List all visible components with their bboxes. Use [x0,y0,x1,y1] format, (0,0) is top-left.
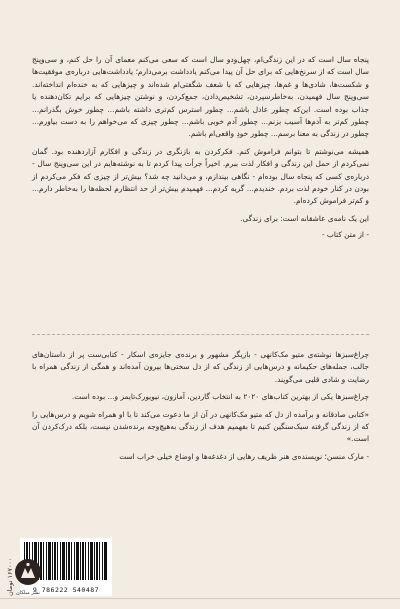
review-quote: «کتابی صادقانه و برآمده از دل که متیو مک‌کانهی در آن از ما دعوت می‌کند تا با او همراه شویم و درس‌هایی را که از زندگی گرفته سبک‌سنگین کنیم تا بفهمیم هدف از زندگی به‌هیچ‌وجه برنده‌شدن نیست، بلکه درک‌کردن آن است.» [32,409,369,444]
publisher-logo [12,556,44,596]
publisher-name: نشر میلکان [16,590,40,596]
price-label: ۱۶۷۰۰۰ تومان [6,557,14,597]
section-divider [32,334,369,335]
publisher-logo-icon [12,556,44,590]
excerpt-paragraph-1: پنجاه سال است که در این زندگی‌ام، چهل‌ودو سال است که سعی می‌کنم معمای آن را حل کنم، و سی‌وپنج سال است که از سرنخ‌هایی که برای حل آن پیدا می‌کنم یادداشت برمی‌دارم؛ یادداشت‌هایی درباره‌ی موفقیت‌ها و شکست‌ها، شادی‌ها و غم‌ها، چیزهایی که با شعف شگفتی‌ام شده‌اند و چیزهایی که به خنده‌ام انداخته‌اند. سی‌وپنج سال فهمیدن، به‌خاطرسپردن، تشخیص‌دادن، جمع‌کردن، و نوشتن چیزهایی که برایم تکان‌دهنده یا جذاب بوده است. این‌که چطور عادل باشم... چطور استرس کم‌تری داشته باشم... چطور خوش بگذرانم... چطور کم‌تر به آدم‌ها آسیب بزنم... چطور آدم خوبی باشم... چطور چیزی که می‌خواهم را به دست بیاورم... چطور در زندگی به معنا برسم... چطور خودِ واقعی‌ام باشم. [32,55,369,139]
excerpt-source: - از متن کتاب - [321,230,369,240]
barcode-digits: 9 786222 540487 [32,586,100,594]
blurb-paragraph-1: چراغ‌سبزها نوشته‌ی متیو مک‌کانهی - بازیگر مشهور و برنده‌ی جایزه‌ی اسکار - کتابی‌ست پر از داستان‌های جالب، جمله‌های حکیمانه و درس‌هایی از زندگی که از دل سختی‌ها بیرون آمده‌اند و همگی از زندگی همراه با رضایت و شادی قلبی می‌گویند. [32,350,369,384]
bottom-edge-line [0,598,400,599]
excerpt-paragraph-3: این یک نامه‌ی عاشقانه است: برای زندگی. [240,213,369,223]
blurb-block [32,349,369,463]
review-attribution: - مارک منسن؛ نویسنده‌ی هنر ظریف رهایی از دغدغه‌ها و اوضاع خیلی خراب است [119,451,369,461]
excerpt-block [32,54,369,241]
excerpt-paragraph-2: همیشه می‌نوشتم تا بتوانم فراموش کنم. فکرکردن به بازنگری در زندگی و افکارم آزاردهنده بود. گمان نمی‌کردم از حمل این زندگی و افکار لذت ببرم. اخیراً جرأت پیدا کردم تا به نوشته‌هایم در این سی‌وپنج سال - درباره‌ی کسی که پنجاه سال بوده‌ام - نگاهی بیندازم، و می‌دانید چه شد؟ بیش‌تر از چیزی که فکر می‌کردم از بودن در کنار خودم لذت بردم. خندیدم... گریه کردم... فهمیدم بیش‌تر از حد انتظارم لحظه‌ها را به‌خاطر دارم... و کم‌تر فراموش کرده‌ام. [32,146,369,206]
blurb-paragraph-2: چراغ‌سبزها یکی از بهترین کتاب‌های ۲۰۲۰ به انتخاب گاردین، آمازون، نیویورک‌تایمز و... بوده است. [71,392,369,402]
